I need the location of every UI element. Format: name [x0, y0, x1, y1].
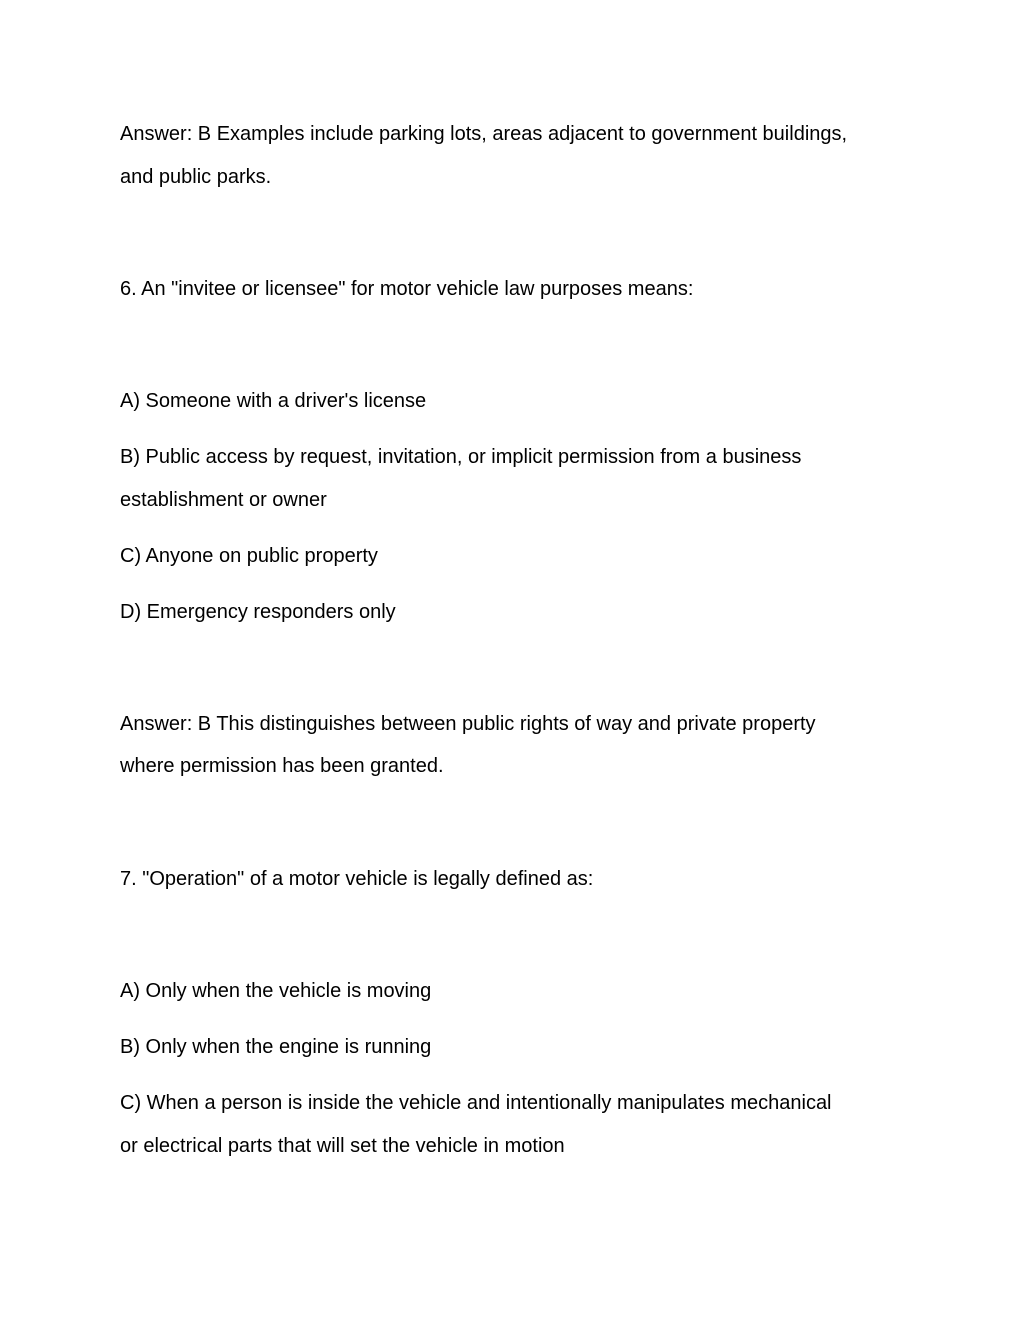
- question-7-option-a: A) Only when the vehicle is moving: [120, 980, 432, 1002]
- question-6-option-c: C) Anyone on public property: [120, 545, 378, 567]
- question-7-option-c-line-2: or electrical parts that will set the vehicle in motion: [120, 1135, 565, 1157]
- question-6-option-b-line-1: B) Public access by request, invitation, or implicit permission from a business: [120, 446, 802, 468]
- question-6-stem: 6. An "invitee or licensee" for motor vehicle law purposes means:: [120, 278, 694, 300]
- answer-5-line-1: Answer: B Examples include parking lots, areas adjacent to government buildings,: [120, 123, 848, 145]
- question-7-stem: 7. "Operation" of a motor vehicle is legally defined as:: [120, 868, 594, 890]
- question-6-option-d: D) Emergency responders only: [120, 601, 396, 623]
- question-7-option-b: B) Only when the engine is running: [120, 1036, 432, 1058]
- question-6-option-b-line-2: establishment or owner: [120, 489, 327, 511]
- answer-6-line-1: Answer: B This distinguishes between public rights of way and private property: [120, 713, 816, 735]
- question-7-option-c-line-1: C) When a person is inside the vehicle and intentionally manipulates mechanical: [120, 1092, 832, 1114]
- question-6-option-a: A) Someone with a driver's license: [120, 390, 427, 412]
- answer-5-line-2: and public parks.: [120, 166, 272, 188]
- answer-6-line-2: where permission has been granted.: [120, 755, 444, 777]
